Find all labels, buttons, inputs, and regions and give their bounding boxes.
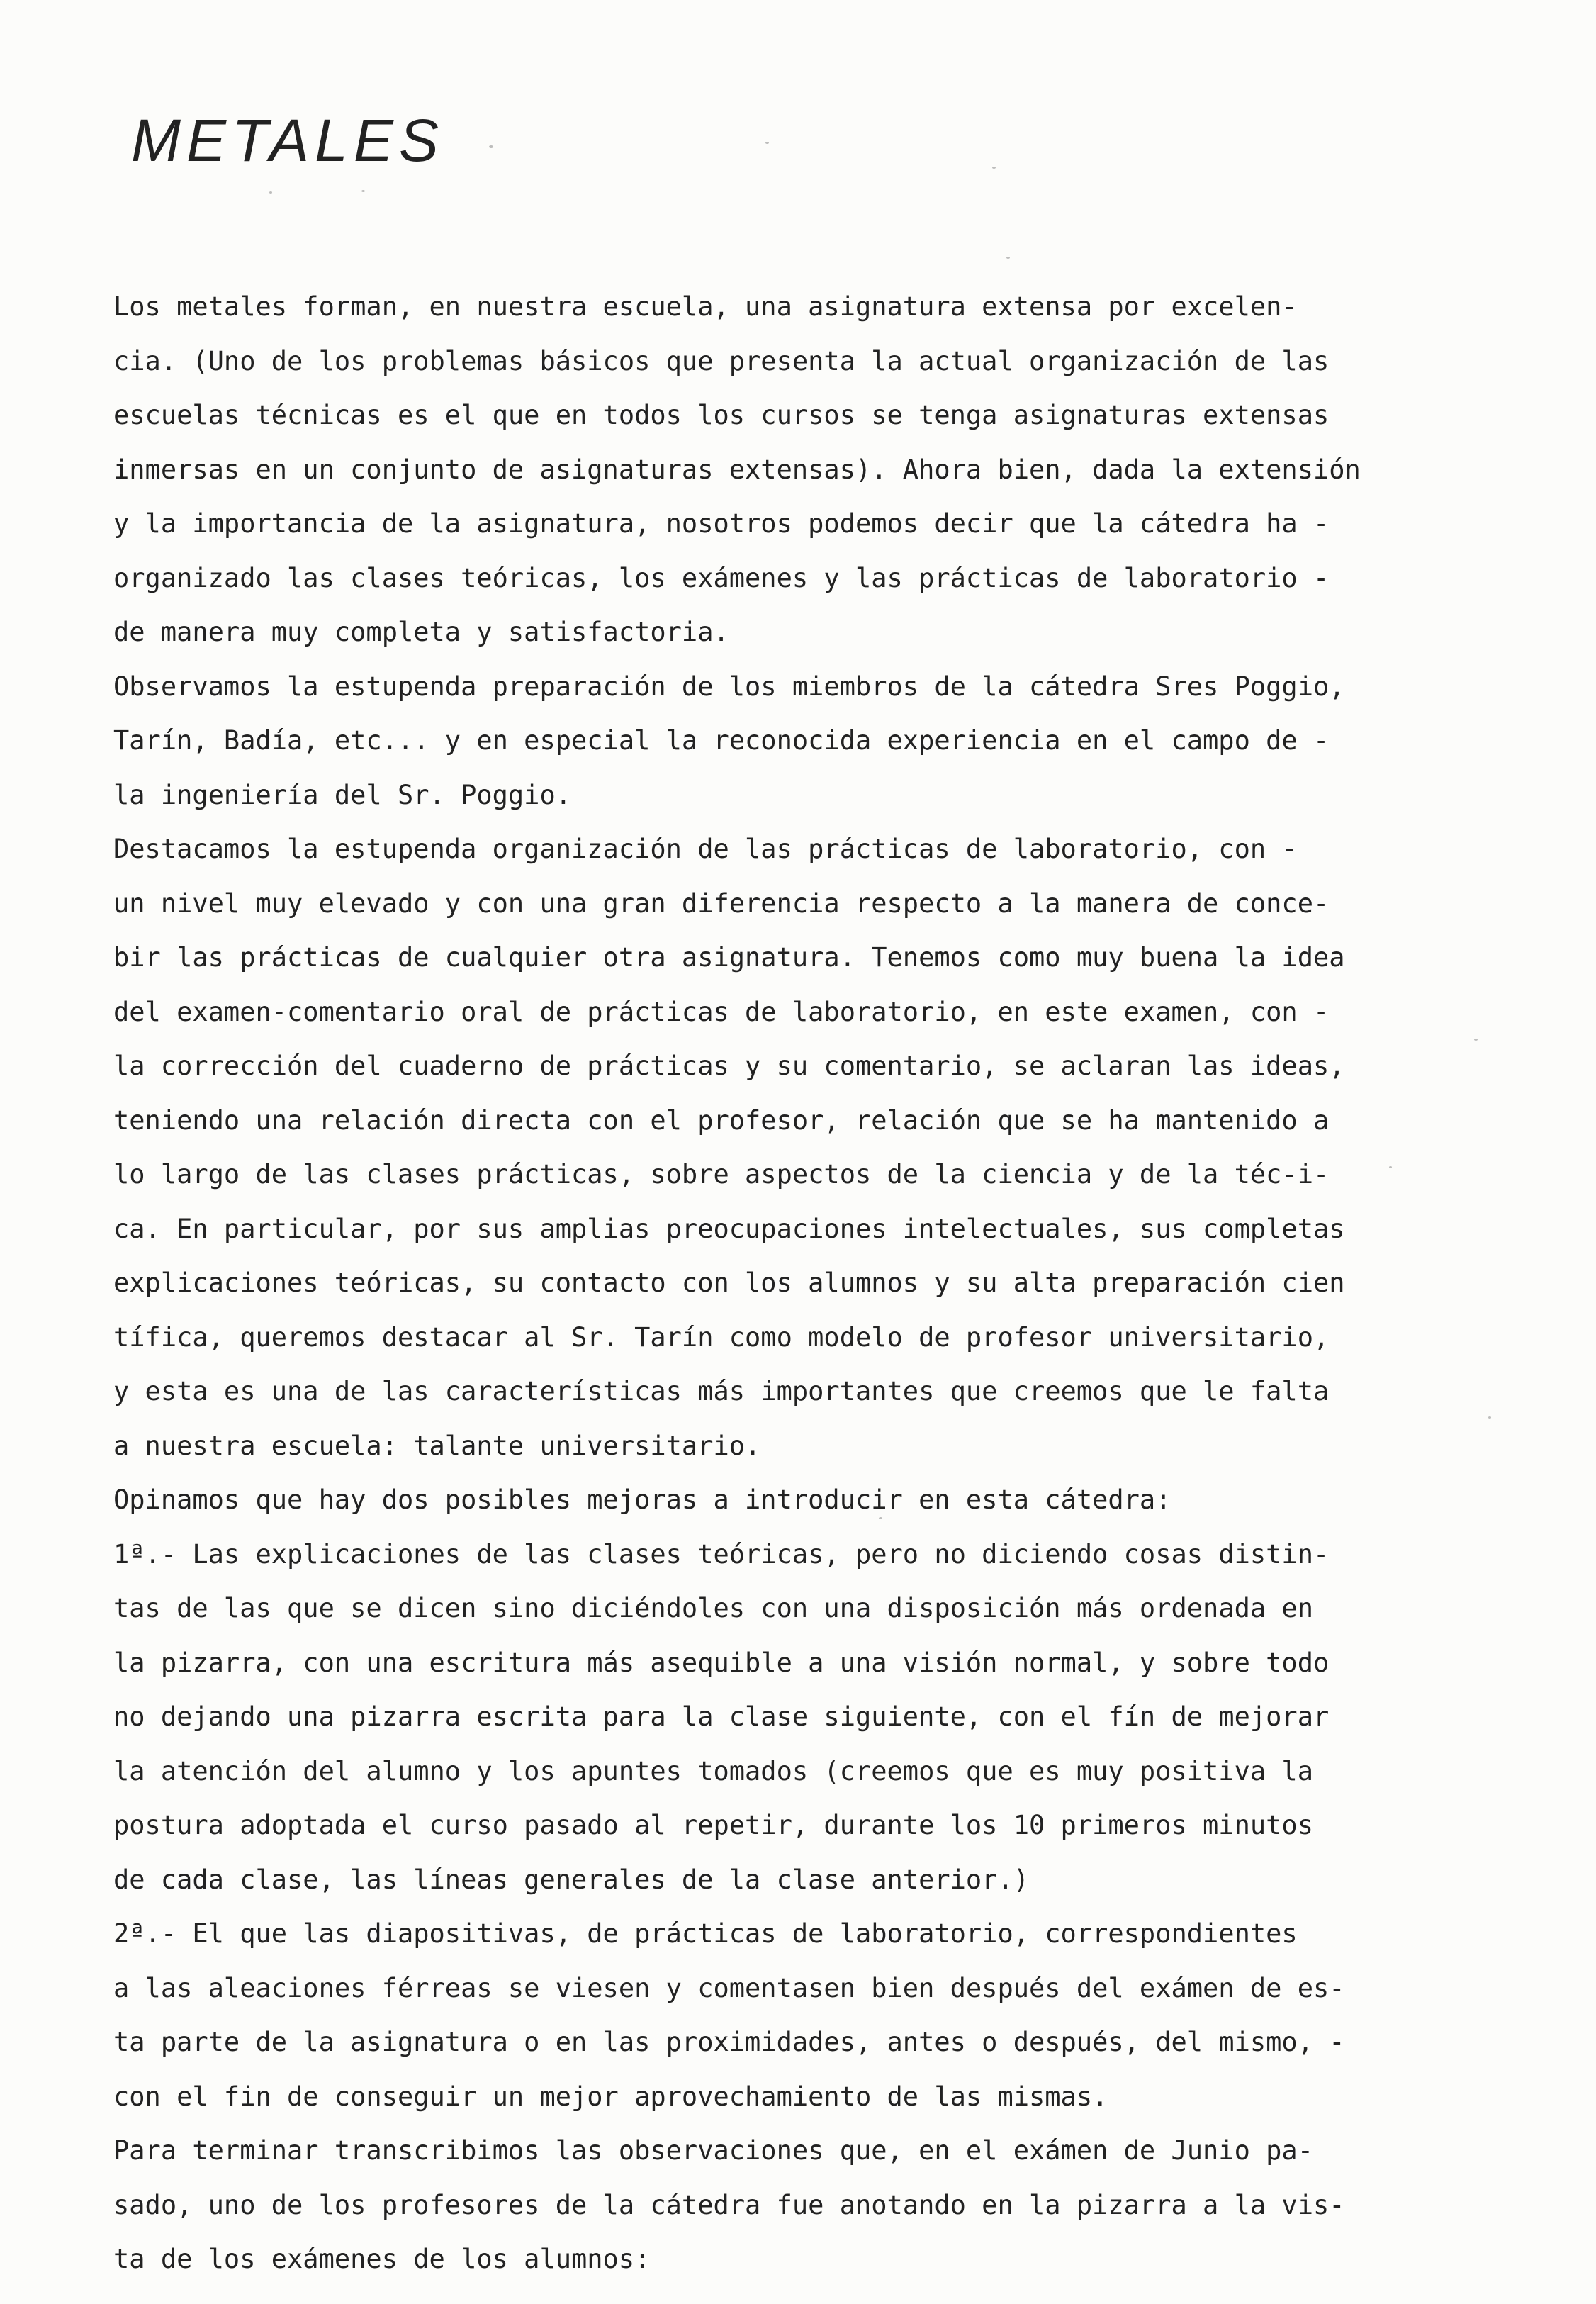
text-line: organizado las clases teóricas, los exámenes y las prácticas de laboratorio - bbox=[113, 562, 1330, 593]
text-line: escuelas técnicas es el que en todos los cursos se tenga asignaturas extensas bbox=[113, 400, 1330, 430]
scan-speck bbox=[489, 145, 493, 148]
text-line: no dejando una pizarra escrita para la clase siguiente, con el fín de mejorar bbox=[113, 1701, 1330, 1732]
text-line: tas de las que se dicen sino diciéndoles con una disposición más ordenada en bbox=[113, 1593, 1313, 1623]
text-line: Destacamos la estupenda organización de las prácticas de laboratorio, con - bbox=[113, 834, 1298, 864]
text-line: 1ª.- Las explicaciones de las clases teóricas, pero no diciendo cosas distin- bbox=[113, 1538, 1330, 1570]
text-line: y esta es una de las características más importantes que creemos que le falta bbox=[113, 1376, 1330, 1407]
text-line: un nivel muy elevado y con una gran diferencia respecto a la manera de conce- bbox=[113, 888, 1330, 919]
scan-speck bbox=[269, 191, 272, 194]
body-text bbox=[113, 280, 1502, 2287]
text-line: Los metales forman, en nuestra escuela, una asignatura extensa por excelen- bbox=[113, 291, 1298, 322]
scan-speck bbox=[1389, 1166, 1392, 1168]
text-line: explicaciones teóricas, su contacto con los alumnos y su alta preparación cien bbox=[113, 1268, 1345, 1298]
text-line: lo largo de las clases prácticas, sobre aspectos de la ciencia y de la téc-i- bbox=[113, 1159, 1330, 1190]
text-line: Observamos la estupenda preparación de los miembros de la cátedra Sres Poggio, bbox=[113, 671, 1345, 702]
scan-speck bbox=[361, 190, 365, 192]
text-line: la atención del alumno y los apuntes tomados (creemos que es muy positiva la bbox=[113, 1755, 1313, 1786]
text-line: inmersas en un conjunto de asignaturas extensas). Ahora bien, dada la extensión bbox=[113, 454, 1361, 485]
text-line: teniendo una relación directa con el profesor, relación que se ha mantenido a bbox=[113, 1105, 1330, 1136]
text-line: cia. (Uno de los problemas básicos que presenta la actual organización de las bbox=[113, 345, 1330, 376]
text-line: Para terminar transcribimos las observaciones que, en el exámen de Junio pa- bbox=[113, 2135, 1313, 2166]
scan-speck bbox=[992, 167, 996, 169]
text-line: Opinamos que hay dos posibles mejoras a introducir en esta cátedra: bbox=[113, 1484, 1171, 1515]
scan-speck bbox=[1474, 1039, 1478, 1041]
text-line: de cada clase, las líneas generales de la clase anterior.) bbox=[113, 1864, 1030, 1895]
text-line: sado, uno de los profesores de la cátedra fue anotando en la pizarra a la vis- bbox=[113, 2189, 1345, 2220]
text-line: postura adoptada el curso pasado al repetir, durante los 10 primeros minutos bbox=[113, 1810, 1313, 1840]
scan-speck bbox=[765, 142, 769, 144]
text-line: la corrección del cuaderno de prácticas y su comentario, se aclaran las ideas, bbox=[113, 1051, 1345, 1081]
scan-speck bbox=[1488, 1416, 1491, 1419]
text-line: ca. En particular, por sus amplias preocupaciones intelectuales, sus completas bbox=[113, 1213, 1345, 1244]
text-line: Tarín, Badía, etc... y en especial la reconocida experiencia en el campo de - bbox=[113, 725, 1330, 756]
scan-speck bbox=[879, 1517, 882, 1519]
text-line: ta parte de la asignatura o en las proximidades, antes o después, del mismo, - bbox=[113, 2027, 1345, 2057]
text-line: ta de los exámenes de los alumnos: bbox=[113, 2244, 651, 2274]
text-line: a las aleaciones férreas se viesen y comentasen bien después del exámen de es- bbox=[113, 1972, 1345, 2003]
text-line: a nuestra escuela: talante universitario. bbox=[113, 1430, 761, 1461]
text-line: la pizarra, con una escritura más asequible a una visión normal, y sobre todo bbox=[113, 1647, 1330, 1678]
text-line: de manera muy completa y satisfactoria. bbox=[113, 617, 729, 647]
page-title: METALES bbox=[131, 107, 444, 174]
text-line: tífica, queremos destacar al Sr. Tarín como modelo de profesor universitario, bbox=[113, 1321, 1330, 1353]
text-line: y la importancia de la asignatura, nosotros podemos decir que la cátedra ha - bbox=[113, 508, 1330, 539]
text-line: del examen-comentario oral de prácticas de laboratorio, en este examen, con - bbox=[113, 996, 1330, 1027]
text-line: 2ª.- El que las diapositivas, de prácticas de laboratorio, correspondientes bbox=[113, 1918, 1298, 1949]
scan-speck bbox=[1006, 257, 1010, 259]
text-line: bir las prácticas de cualquier otra asignatura. Tenemos como muy buena la idea bbox=[113, 942, 1345, 973]
text-line: con el fin de conseguir un mejor aprovechamiento de las mismas. bbox=[113, 2081, 1108, 2112]
text-line: la ingeniería del Sr. Poggio. bbox=[113, 779, 572, 810]
